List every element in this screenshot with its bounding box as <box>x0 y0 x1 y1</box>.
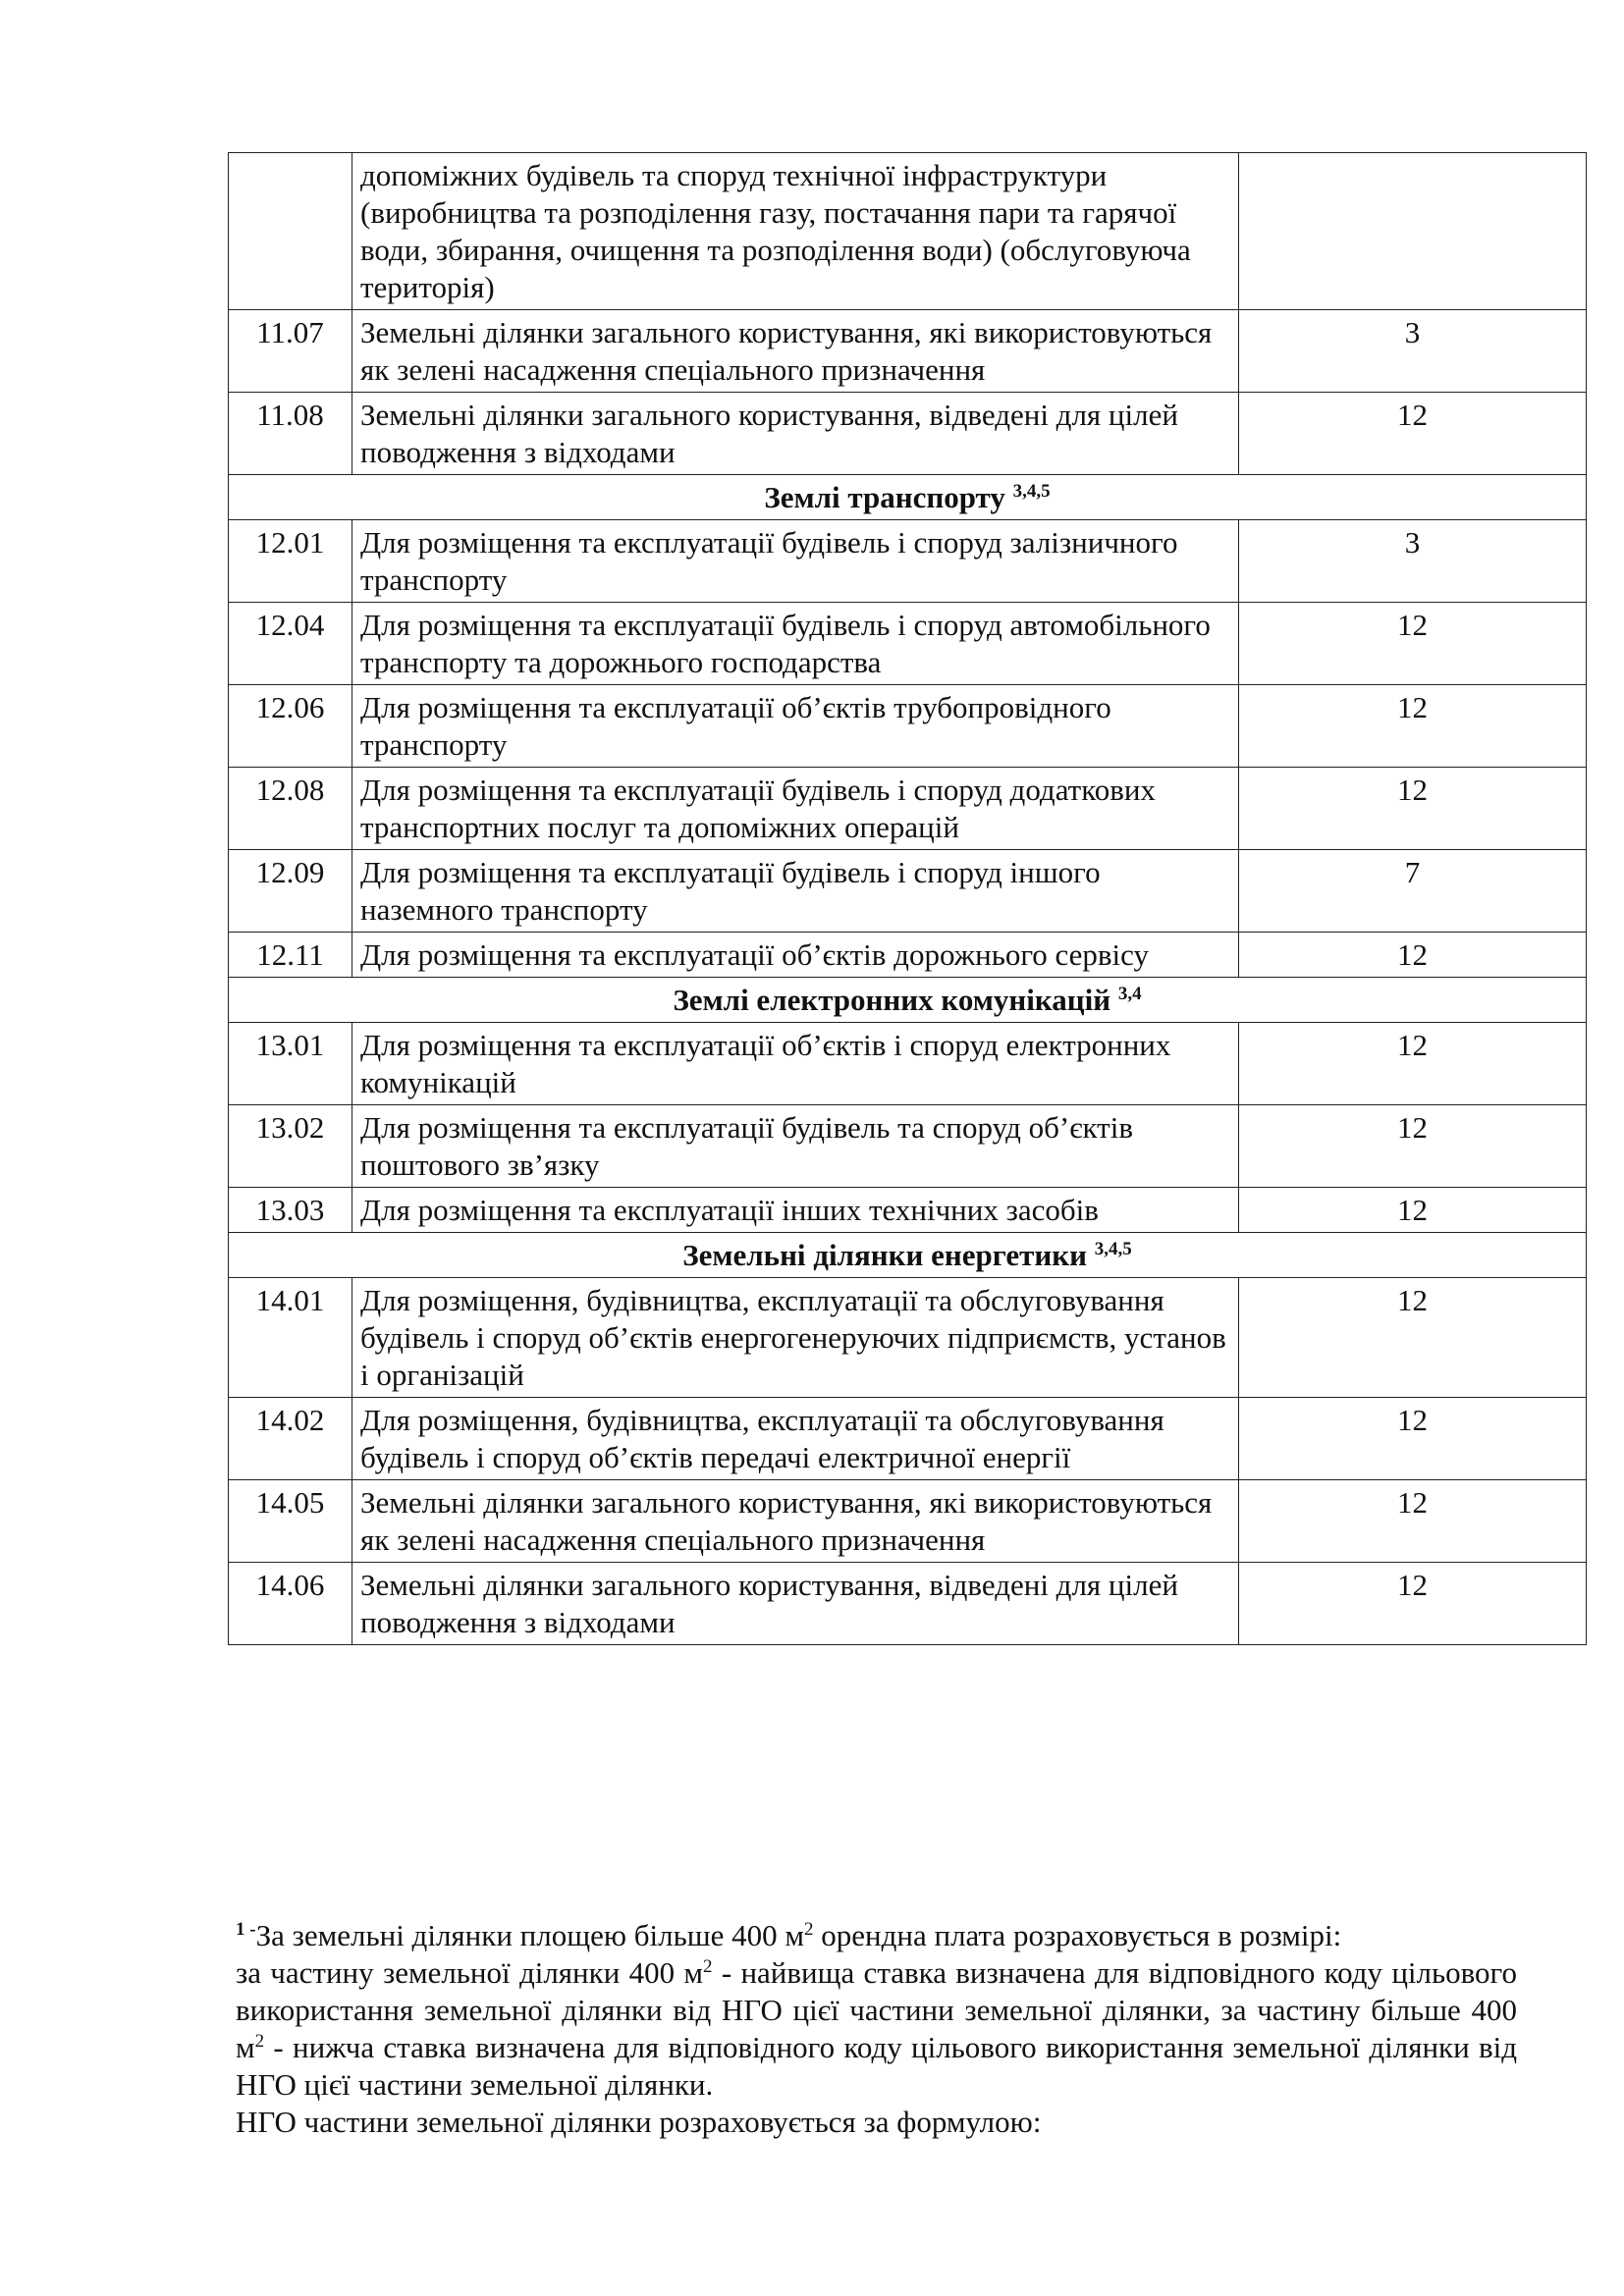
footnote-para-sup-2: 2 <box>254 2031 265 2052</box>
rate-cell: 12 <box>1239 1563 1587 1645</box>
rate-cell: 12 <box>1239 1023 1587 1105</box>
code-cell: 11.07 <box>229 310 352 393</box>
name-cell: Для розміщення та експлуатації будівель і споруд іншого наземного транспорту <box>352 850 1239 933</box>
code-cell: 14.06 <box>229 1563 352 1645</box>
section-title-text: Землі транспорту <box>764 480 1005 514</box>
footnote-line-1 <box>236 1917 1517 1954</box>
code-cell <box>229 153 352 310</box>
table-row <box>229 1188 1587 1233</box>
rate-cell: 12 <box>1239 1105 1587 1188</box>
footnote-mark: 1 - <box>236 1919 256 1940</box>
code-cell: 13.03 <box>229 1188 352 1233</box>
table-row <box>229 685 1587 768</box>
name-cell: Земельні ділянки загального користування, які використовуються як зелені насадження спеціального призначення <box>352 310 1239 393</box>
footnote-para-a: за частину земельної ділянки 400 м <box>236 1955 704 1990</box>
code-cell: 14.01 <box>229 1278 352 1398</box>
section-title-footnote-ref: 3,4,5 <box>1094 1239 1132 1259</box>
footnote <box>236 1917 1517 2141</box>
code-cell: 12.04 <box>229 603 352 685</box>
name-cell: Для розміщення, будівництва, експлуатації та обслуговування будівель і споруд об’єктів енергогенеруючих підприємств, установ і організацій <box>352 1278 1239 1398</box>
rate-cell: 12 <box>1239 393 1587 475</box>
rate-cell: 7 <box>1239 850 1587 933</box>
code-cell: 11.08 <box>229 393 352 475</box>
section-title-footnote-ref: 3,4 <box>1117 984 1142 1004</box>
footnote-sup: 2 <box>804 1919 814 1940</box>
code-cell: 13.02 <box>229 1105 352 1188</box>
table-row <box>229 1278 1587 1398</box>
land-rates-table-body <box>229 153 1587 1645</box>
section-title-footnote-ref: 3,4,5 <box>1012 481 1051 502</box>
code-cell: 14.02 <box>229 1398 352 1480</box>
name-cell: Земельні ділянки загального користування, відведені для цілей поводження з відходами <box>352 1563 1239 1645</box>
rate-cell: 12 <box>1239 933 1587 978</box>
table-row <box>229 1480 1587 1563</box>
footnote-paragraph <box>236 1954 1517 2104</box>
name-cell: допоміжних будівель та споруд технічної інфраструктури (виробництва та розподілення газу, постачання пари та гарячої води, збирання, очищення та розподілення води) (обслуговуюча територія) <box>352 153 1239 310</box>
table-row <box>229 1398 1587 1480</box>
table-row <box>229 603 1587 685</box>
rate-cell: 3 <box>1239 310 1587 393</box>
table-row <box>229 768 1587 850</box>
footnote-text-b: орендна плата розраховується в розмірі: <box>813 1918 1342 1952</box>
name-cell: Для розміщення та експлуатації об’єктів трубопровідного транспорту <box>352 685 1239 768</box>
code-cell: 12.08 <box>229 768 352 850</box>
table-row <box>229 393 1587 475</box>
rate-cell: 12 <box>1239 1480 1587 1563</box>
section-title-text: Землі електронних комунікацій <box>673 983 1111 1017</box>
footnote-formula-intro: НГО частини земельної ділянки розраховується за формулою: <box>236 2105 1042 2139</box>
name-cell: Для розміщення, будівництва, експлуатації та обслуговування будівель і споруд об’єктів передачі електричної енергії <box>352 1398 1239 1480</box>
table-row <box>229 1563 1587 1645</box>
section-title <box>229 475 1587 520</box>
table-row <box>229 153 1587 310</box>
footnote-para-b: - найвища ставка визначена для відповідного коду цільового використання земельної ділянки від НГО цієї частини земельної ділянки, за частину більше 400 м <box>236 1955 1517 2064</box>
table-row <box>229 1105 1587 1188</box>
name-cell: Для розміщення та експлуатації будівель і споруд додаткових транспортних послуг та допоміжних операцій <box>352 768 1239 850</box>
rate-cell: 3 <box>1239 520 1587 603</box>
name-cell: Для розміщення та експлуатації будівель і споруд залізничного транспорту <box>352 520 1239 603</box>
rate-cell: 12 <box>1239 1278 1587 1398</box>
footnote-text-a: За земельні ділянки площею більше 400 м <box>255 1918 805 1952</box>
table-row <box>229 850 1587 933</box>
table-row <box>229 1023 1587 1105</box>
rate-cell: 12 <box>1239 603 1587 685</box>
code-cell: 14.05 <box>229 1480 352 1563</box>
table-row <box>229 520 1587 603</box>
code-cell: 13.01 <box>229 1023 352 1105</box>
code-cell: 12.06 <box>229 685 352 768</box>
section-header-row <box>229 1233 1587 1278</box>
rate-cell: 12 <box>1239 685 1587 768</box>
rate-cell: 12 <box>1239 768 1587 850</box>
section-header-row <box>229 978 1587 1023</box>
name-cell: Для розміщення та експлуатації будівель і споруд автомобільного транспорту та дорожнього господарства <box>352 603 1239 685</box>
name-cell: Земельні ділянки загального користування, які використовуються як зелені насадження спеціального призначення <box>352 1480 1239 1563</box>
code-cell: 12.11 <box>229 933 352 978</box>
rate-cell: 12 <box>1239 1188 1587 1233</box>
name-cell: Для розміщення та експлуатації об’єктів дорожнього сервісу <box>352 933 1239 978</box>
section-title <box>229 978 1587 1023</box>
name-cell: Для розміщення та експлуатації будівель та споруд об’єктів поштового зв’язку <box>352 1105 1239 1188</box>
rate-cell <box>1239 153 1587 310</box>
footnote-para-c: - нижча ставка визначена для відповідного коду цільового використання земельної ділянки від НГО цієї частини земельної ділянки. <box>236 2030 1517 2102</box>
footnote-para-sup-1: 2 <box>703 1956 713 1977</box>
table-row <box>229 933 1587 978</box>
name-cell: Для розміщення та експлуатації інших технічних засобів <box>352 1188 1239 1233</box>
code-cell: 12.09 <box>229 850 352 933</box>
name-cell: Земельні ділянки загального користування, відведені для цілей поводження з відходами <box>352 393 1239 475</box>
table-row <box>229 310 1587 393</box>
name-cell: Для розміщення та експлуатації об’єктів і споруд електронних комунікацій <box>352 1023 1239 1105</box>
code-cell: 12.01 <box>229 520 352 603</box>
rate-cell: 12 <box>1239 1398 1587 1480</box>
section-header-row <box>229 475 1587 520</box>
land-rates-table <box>228 152 1587 1645</box>
section-title <box>229 1233 1587 1278</box>
section-title-text: Земельні ділянки енергетики <box>682 1238 1087 1272</box>
